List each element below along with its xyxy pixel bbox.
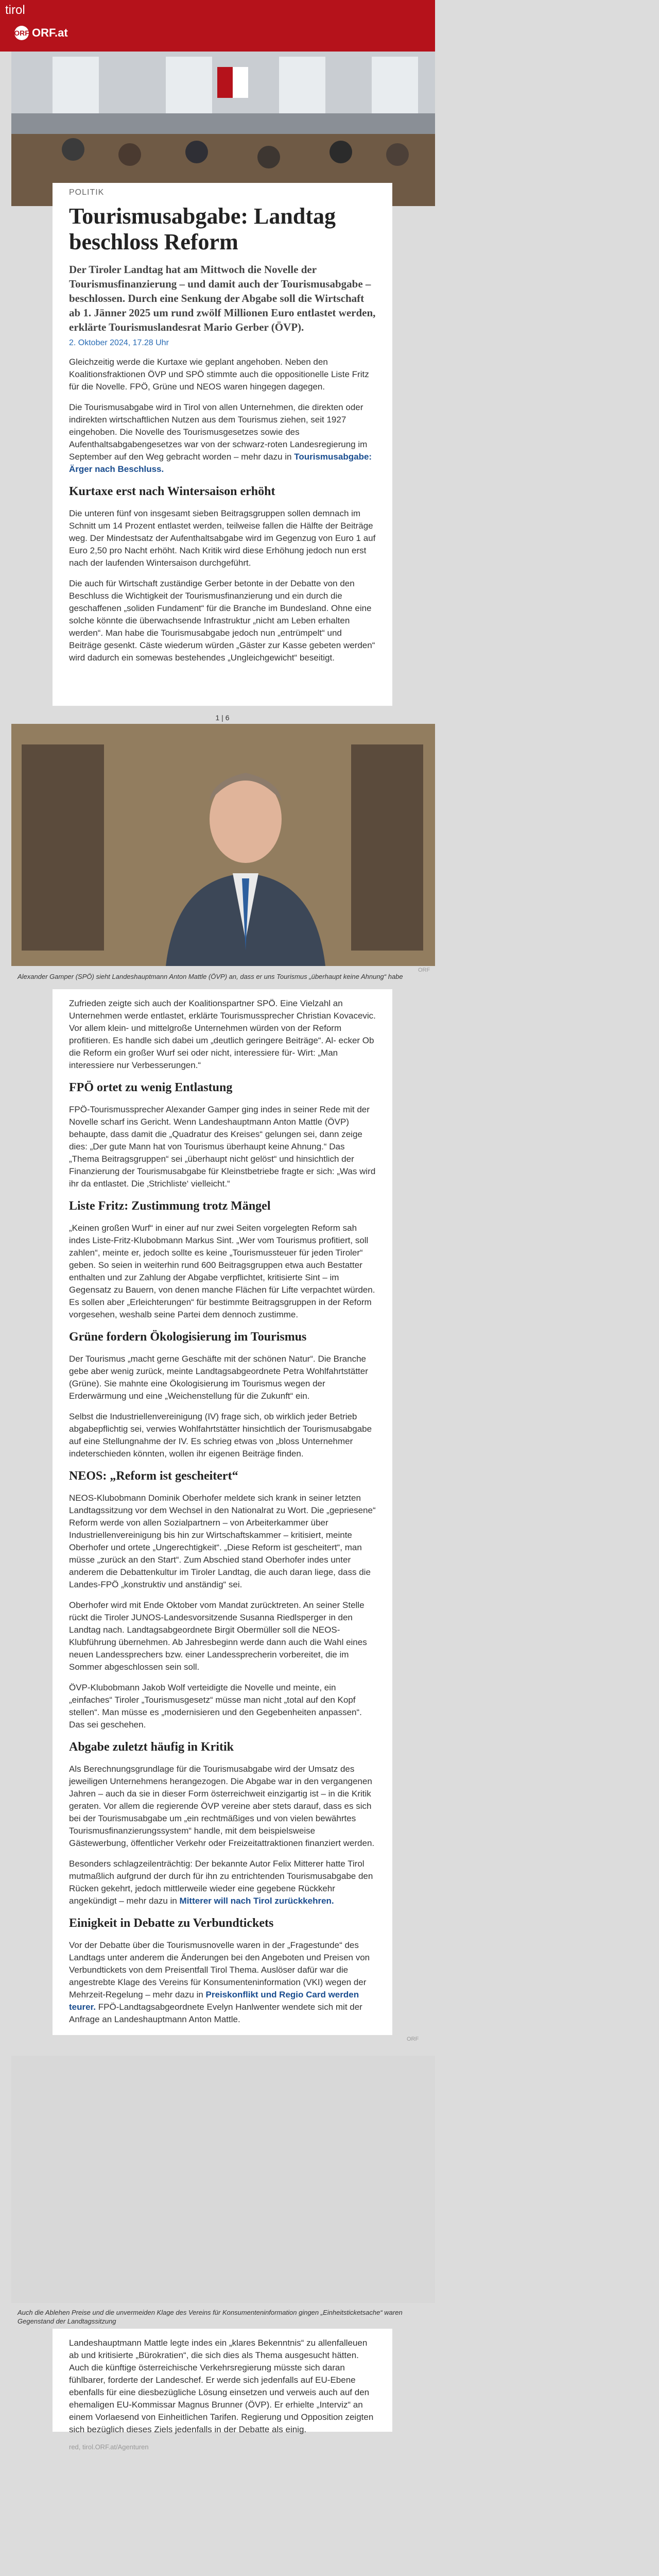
article-title: Tourismusabgabe: Landtag beschloss Reform xyxy=(69,204,336,255)
region-label[interactable]: tirol xyxy=(5,3,25,17)
gallery-photo-2[interactable] xyxy=(11,2056,435,2303)
section-heading: Grüne fordern Ökologisierung im Tourismus xyxy=(69,1330,307,1344)
article-lead: Der Tiroler Landtag hat am Mittwoch die Novelle der Tourismusfinanzierung – und damit auch der Tourismusabgabe – beschlossen. Durch eine Senkung der Abgabe soll die Wirtschaft ab 1. Jänner 2025 um rund zwölf Millionen Euro entlastet werden, erklärte Tourismuslandesrat Mario Gerber (ÖVP). xyxy=(69,263,376,333)
article-date: 2. Oktober 2024, 17.28 Uhr xyxy=(69,338,169,347)
photo-credit: ORF xyxy=(418,967,430,973)
article-body-continued xyxy=(53,989,392,2035)
orf-logo[interactable] xyxy=(14,25,68,41)
paragraph: Landeshauptmann Mattle legte indes ein „klares Bekenntnis“ zu allenfalleuen ab und kritisierte „Bürokratien“, die sich dies als Thema ausgesucht hätten. Auch die künftige österreichische Verkehrsregierung müsste sich daran fühlbarer, forderte der Landeschef. Er werde sich jedenfalls auf EU-Ebene ebenfalls für eine diesbezügliche Lösung einsetzen und verweis auch auf den ehemaligen EU-Kommissar Magnus Brunner (ÖVP). Er erhielte „Interviz“ an einem Vorlaesend von Einheitlichen Tarifen. Regierung und Opposition zeigten sich bezüglich dieses Ziels jedenfalls in der Debatte als einig. xyxy=(69,2338,374,2434)
paragraph: Selbst die Industriellenvereinigung (IV) frage sich, ob wirklich jeder Betrieb abgabepflichtig sei, verwies Wohlfahrtstätter hinsichtlich der Tourismusabgabe auf eine Stellungnahme der IV. Es schrieg etwas von „bloss Unternehmer indeterschieden könnten, wollen ihr eigenen Beiträge finden. xyxy=(69,1412,372,1459)
section-heading: Einigkeit in Debatte zu Verbundtickets xyxy=(69,1917,274,1930)
gallery-caption: Alexander Gamper (SPÖ) sieht Landeshauptmann Anton Mattle (ÖVP) an, dass er uns Tourismus „überhaupt keine Ahnung“ habe xyxy=(18,973,403,980)
paragraph: Als Berechnungsgrundlage für die Tourismusabgabe wird der Umsatz des jeweiligen Unternehmens herangezogen. Die Abgabe war in den vergangenen Jahren – auch da sie in dieser Form österreichweit einzigartig ist – in die Kritik geraten. Vor allem die regierende ÖVP vereine aber stets darauf, dass es sich bei der Tourismusabgabe um „ein rechtmäßiges und von vielen bewährtes Tourismusfinanzierungssystem“ handle, mit dem beispielsweise Gästewerbung, öffentlicher Verkehr oder Freizeitattraktionen finanziert werden. xyxy=(69,1764,375,1848)
gallery-photo[interactable] xyxy=(11,724,435,966)
paragraph: Die auch für Wirtschaft zuständige Gerber betonte in der Debatte von den Beschluss die Wichtigkeit der Tourismusfinanzierung und ein durch die geschaffenen „soliden Fundament“ für die Branche im Bundesland. Ohne eine solche könnte die überwachsende Infrastruktur „nicht am Leben erhalten werden“. Man habe die Tourismusabgabe jedoch nun „entrümpelt“ und Beiträge gesenkt. Cäste wiederum würden „Gäster zur Kasse gebeten werden“ wird dadurch ein somewas bestehendes „Ungleichgewicht“ beseitigt. xyxy=(69,579,375,663)
paragraph: Vor der Debatte über die Tourismusnovelle waren in der „Fragestunde“ des Landtags unter anderem die Änderungen bei den Angeboten und Preisen von Verbundtickets von dem Preisentfall Tirol Thema. Auslöser dafür war die angestrebte Klage des Vereins für Konsumenteninformation (VKI) wegen der Mehrzeit-Regelung – mehr dazu in Preiskonflikt und Regio Card werden teurer. FPÖ-Landtagsabgeordnete Evelyn Hanlwenter wendete sich mit der Anfrage an Landeshauptmann Anton Mattle. xyxy=(69,1940,370,2024)
site-header xyxy=(0,0,435,52)
section-heading: Abgabe zuletzt häufig in Kritik xyxy=(69,1740,234,1754)
article-kicker: POLITIK xyxy=(69,188,105,197)
orf-logo-icon: ORF xyxy=(14,26,29,40)
related-article-link[interactable]: Tourismusabgabe: Ärger nach Beschluss. xyxy=(69,452,372,474)
article-credit: red, tirol.ORF.at/Agenturen xyxy=(69,2443,149,2451)
paragraph: NEOS-Klubobmann Dominik Oberhofer meldete sich krank in seiner letzten Landtagssitzung vor dem Wechsel in den Nationalrat zu Wort. Die „gepriesene“ Reform werde von allen Sozialpartnern – von Arbeiterkammer über Industriellenvereinigung bis hin zur Wirtschaftskammer – kritisiert, meinte Oberhofer und ortete „Ungerechtigkeit“. „Diese Reform ist gescheitert“, man müsse „zurück an den Start“. Zum Abschied stand Oberhofer indes unter anderem die Debattenkultur im Tiroler Landtag, die auch daran liege, dass die Landes-FPÖ „konstruktiv und anständig“ sei. xyxy=(69,1493,376,1589)
photo-credit: ORF xyxy=(407,2036,419,2042)
section-heading: FPÖ ortet zu wenig Entlastung xyxy=(69,1081,233,1094)
orf-logo-text: ORF.at xyxy=(32,26,68,39)
paragraph: FPÖ-Tourismussprecher Alexander Gamper ging indes in seiner Rede mit der Novelle scharf ins Gericht. Wenn Landeshauptmann Anton Mattle (ÖVP) behaupte, dass damit die „Quadratur des Kreises“ gelungen sei, dann zeige dies: „Der gute Mann hat von Tourismus überhaupt keine Ahnung.“ Das „Thema Beitragsgruppen“ sei „überhaupt nicht gelöst“ und hinsichtlich der Finanzierung der Tourismusabgabe für Kleinstbetriebe fragte er sich: „Was wird ihr da entlastet. Die ‚Strichliste‘ vielleicht.“ xyxy=(69,1105,376,1189)
paragraph: „Keinen großen Wurf“ in einer auf nur zwei Seiten vorgelegten Reform sah indes Liste-Fritz-Klubobmann Markus Sint. „Wer vom Tourismus profitiert, soll zahlen“, meinte er, jedoch sollte es keine „Tourismussteuer für jeden Tiroler“ geben. So seien in weiterhin rund 600 Beitragsgruppen etwa auch Bestatter enthalten und zur Zahlung der Abgabe verpflichtet, kritisierte Sint – im Gegensatz zu Bauern, von denen manche Flächen für Lifte verpachtet würden. Es sollen aber „Erleichterungen“ für bestimmte Beitragsgruppen in der Reform vorgesehen, weshalb seine Partei dem dennoch zustimme. xyxy=(69,1223,375,1319)
related-article-link[interactable]: Preiskonflikt und Regio Card werden teurer. xyxy=(69,1990,359,2012)
paragraph: Die Tourismusabgabe wird in Tirol von allen Unternehmen, die direkten oder indirekten wirtschaftlichen Nutzen aus dem Tourismus ziehen, seit 1927 eingehoben. Die Novelle des Tourismusgesetzes sowie des Aufenthaltsabgabengesetzes war von der schwarz-roten Landesregierung im September auf den Weg gebracht worden – mehr dazu in Tourismusabgabe: Ärger nach Beschluss. xyxy=(69,402,372,474)
paragraph: Zufrieden zeigte sich auch der Koalitionspartner SPÖ. Eine Vielzahl an Unternehmen werde entlastet, erklärte Tourismussprecher Christian Kovacevic. Vor allem klein- und mittelgroße Unternehmen würden von der Reform profitieren. Es handle sich dabei um „deutlich geringere Beiträge“. Al- ecker Ob die Reform ein großer Wurf sei oder nicht, interessiere für- Wirt: „Man interessiere nur Verbesserungen.“ xyxy=(69,998,376,1070)
gallery-pager[interactable]: 1 | 6 xyxy=(215,714,230,722)
section-heading: NEOS: „Reform ist gescheitert“ xyxy=(69,1469,238,1483)
paragraph: Besonders schlagzeilenträchtig: Der bekannte Autor Felix Mitterer hatte Tirol mutmaßlich aufgrund der durch für ihn zu entrichtenden Tourismusabgabe den Rücken gekehrt, jedoch mittlerweile wieder eine gegebene Rückkehr angekündigt – mehr dazu in Mitterer will nach Tirol zurückkehren. xyxy=(69,1859,373,1906)
article-body xyxy=(53,183,392,706)
article-body-end xyxy=(53,2329,392,2451)
paragraph: Oberhofer wird mit Ende Oktober vom Mandat zurücktreten. An seiner Stelle rückt die Tiroler JUNOS-Landesvorsitzende Susanna Riedlsperger in den Landtag nach. Landtagsabgeordnete Birgit Obermüller soll die NEOS-Klubführung übernehmen. Ab Jahresbeginn werde dann auch die Wahl eines neuen Landessprechers bzw. einer Landessprecherin vorbereitet, die im Sommer abgeschlossen sein soll. xyxy=(69,1600,367,1672)
paragraph: Der Tourismus „macht gerne Geschäfte mit der schönen Natur“. Die Branche gebe aber wenig zurück, meinte Landtagsabgeordnete Petra Wohlfahrtstätter (Grüne). Sie mahnte eine Ökologisierung im Tourismus wegen der Erderwärmung und eine „Weichenstellung für die Zukunft“ ein. xyxy=(69,1354,368,1401)
related-article-link[interactable]: Mitterer will nach Tirol zurückkehren. xyxy=(179,1896,334,1906)
paragraph: ÖVP-Klubobmann Jakob Wolf verteidigte die Novelle und meinte, ein „einfaches“ Tiroler „Tourismusgesetz“ müsse man nicht „total auf den Kopf stellen“. Man müsse es „modernisieren und den Gegebenheiten anpassen“. Das sei geschehen. xyxy=(69,1683,362,1730)
gallery-caption: Auch die Ablehen Preise und die unvermeiden Klage des Vereins für Konsumenteninformation gingen „Einheitsticketsache“ waren Gegenstand der Landtagssitzung xyxy=(18,2309,403,2325)
paragraph: Die unteren fünf von insgesamt sieben Beitragsgruppen sollen demnach im Schnitt um 14 Prozent entlastet werden, teilweise fallen die Hälfte der Beiträge weg. Der Mindestsatz der Aufenthaltsabgabe wird im Gegenzug von Euro 1 auf Euro 2,50 pro Nacht erhöht. Nach Kritik wird diese Erhöhung jedoch nun erst nach der laufenden Wintersaison durchgeführt. xyxy=(69,509,376,568)
paragraph: Gleichzeitig werde die Kurtaxe wie geplant angehoben. Neben den Koalitionsfraktionen ÖVP und SPÖ stimmte auch die oppositionelle Liste Fritz für die Novelle. FPÖ, Grüne und NEOS waren hingegen dagegen. xyxy=(69,357,369,392)
section-heading: Kurtaxe erst nach Wintersaison erhöht xyxy=(69,485,275,498)
section-heading: Liste Fritz: Zustimmung trotz Mängel xyxy=(69,1199,271,1213)
